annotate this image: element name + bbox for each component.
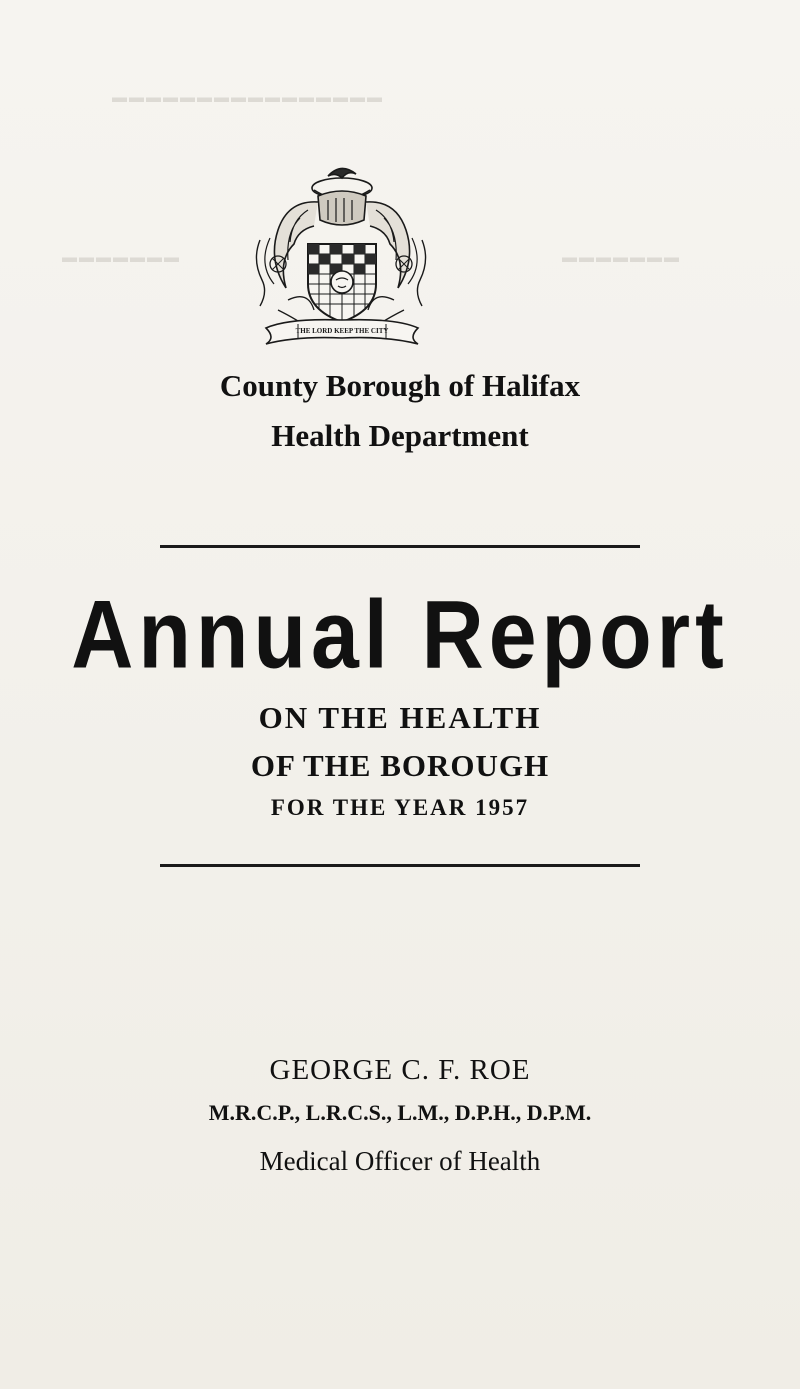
top-divider	[160, 545, 640, 548]
author-role: Medical Officer of Health	[259, 1146, 541, 1176]
svg-text:THE LORD KEEP THE CITY: THE LORD KEEP THE CITY	[295, 327, 389, 335]
report-year-line: FOR THE YEAR 1957	[270, 795, 530, 820]
report-subtitle-line-1: ON THE HEALTH	[258, 700, 542, 735]
show-through-decoration: ▬▬▬▬▬▬▬	[60, 250, 179, 266]
borough-crest-icon	[248, 160, 434, 350]
report-title: Annual Report	[71, 581, 729, 689]
report-subtitle-line-2: OF THE BOROUGH	[250, 748, 550, 783]
show-through-decoration: ▬▬▬▬▬▬▬▬▬▬▬▬▬▬▬▬	[110, 90, 382, 106]
department-name: Health Department	[271, 418, 529, 453]
author-name: GEORGE C. F. ROE	[269, 1054, 531, 1086]
author-qualifications: M.R.C.P., L.R.C.S., L.M., D.P.H., D.P.M.	[208, 1100, 592, 1125]
bottom-divider	[160, 864, 640, 867]
authority-name: County Borough of Halifax	[219, 368, 581, 403]
show-through-decoration: ▬▬▬▬▬▬▬	[560, 250, 679, 266]
